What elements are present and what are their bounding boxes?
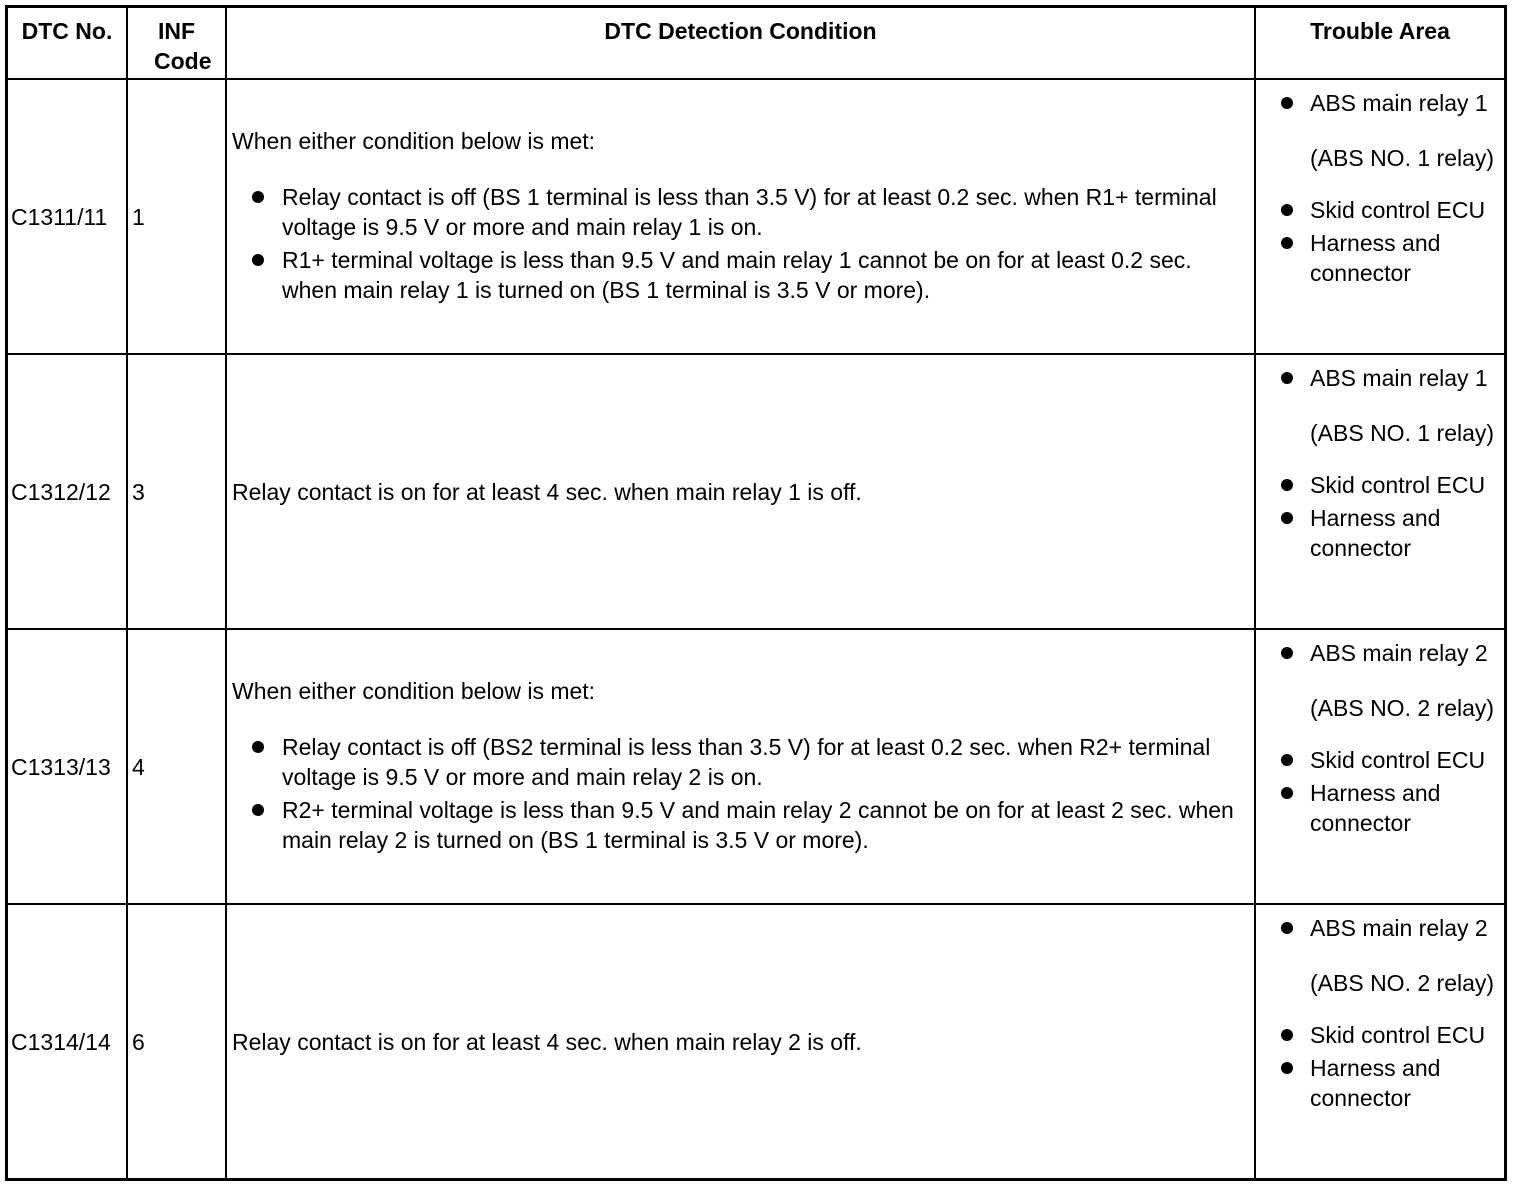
table-row: [8, 904, 1504, 1179]
header-detection-condition: DTC Detection Condition: [226, 8, 1255, 79]
trouble-item-note: (ABS NO. 2 relay): [1310, 970, 1495, 996]
dtc-table: [8, 8, 1504, 1179]
condition-item: R2+ terminal voltage is less than 9.5 V and main relay 2 cannot be on for at least 2 sec. when main relay 2 is turned on (BS 1 terminal is 3.5 V or more).: [282, 795, 1244, 855]
detection-condition: [226, 79, 1255, 354]
condition-item: R1+ terminal voltage is less than 9.5 V and main relay 1 cannot be on for at least 0.2 sec. when main relay 1 is turned on (BS 1 terminal is 3.5 V or more).: [282, 245, 1244, 305]
condition-lead: When either condition below is met:: [232, 677, 596, 704]
header-dtc-no: DTC No.: [8, 8, 127, 79]
table-row: [8, 79, 1504, 354]
header-trouble-area: Trouble Area: [1255, 8, 1504, 79]
trouble-item-label: ABS main relay 1: [1310, 365, 1488, 391]
dtc-number: C1314/14: [8, 904, 127, 1179]
trouble-item: Skid control ECU: [1310, 745, 1500, 775]
trouble-item: [1310, 363, 1500, 393]
trouble-item: Skid control ECU: [1310, 470, 1500, 500]
header-inf-code: INF Code: [127, 8, 226, 79]
trouble-item-label: ABS main relay 2: [1310, 640, 1488, 666]
dtc-number: C1313/13: [8, 629, 127, 904]
trouble-item: [1310, 638, 1500, 668]
dtc-number: C1312/12: [8, 354, 127, 629]
trouble-item-label: ABS main relay 2: [1310, 915, 1488, 941]
detection-condition: Relay contact is on for at least 4 sec. when main relay 2 is off.: [226, 904, 1255, 1179]
trouble-item: [1310, 88, 1500, 118]
trouble-item: Skid control ECU: [1310, 1020, 1500, 1050]
trouble-item: [1310, 913, 1500, 943]
trouble-area-list: [1310, 913, 1500, 1113]
trouble-item-note: (ABS NO. 2 relay): [1310, 695, 1495, 721]
detection-condition: Relay contact is on for at least 4 sec. when main relay 1 is off.: [226, 354, 1255, 629]
trouble-item: Harness and connector: [1310, 778, 1500, 838]
inf-code: 1: [127, 79, 226, 354]
condition-list: [232, 732, 1244, 855]
trouble-item: Skid control ECU: [1310, 195, 1500, 225]
inf-code: 6: [127, 904, 226, 1179]
trouble-item: Harness and connector: [1310, 1053, 1500, 1113]
trouble-item-label: ABS main relay 1: [1310, 90, 1488, 116]
trouble-area-list: [1310, 363, 1500, 563]
trouble-area: [1255, 354, 1504, 629]
trouble-area: [1255, 629, 1504, 904]
table-row: [8, 354, 1504, 629]
trouble-area-list: [1310, 88, 1500, 288]
condition-list: [232, 182, 1244, 305]
table-row: [8, 629, 1504, 904]
trouble-area: [1255, 904, 1504, 1179]
dtc-table-frame: [5, 5, 1507, 1181]
trouble-item-note: (ABS NO. 1 relay): [1310, 420, 1495, 446]
trouble-area: [1255, 79, 1504, 354]
trouble-area-list: [1310, 638, 1500, 838]
inf-code: 4: [127, 629, 226, 904]
condition-item: Relay contact is off (BS 1 terminal is less than 3.5 V) for at least 0.2 sec. when R1+ terminal voltage is 9.5 V or more and main relay 1 is on.: [282, 182, 1244, 242]
trouble-item-note: (ABS NO. 1 relay): [1310, 145, 1495, 171]
detection-condition: [226, 629, 1255, 904]
header-row: [8, 8, 1504, 79]
condition-item: Relay contact is off (BS2 terminal is less than 3.5 V) for at least 0.2 sec. when R2+ terminal voltage is 9.5 V or more and main relay 2 is on.: [282, 732, 1244, 792]
trouble-item: Harness and connector: [1310, 228, 1500, 288]
inf-code: 3: [127, 354, 226, 629]
condition-lead: When either condition below is met:: [232, 127, 596, 154]
dtc-number: C1311/11: [8, 79, 127, 354]
trouble-item: Harness and connector: [1310, 503, 1500, 563]
